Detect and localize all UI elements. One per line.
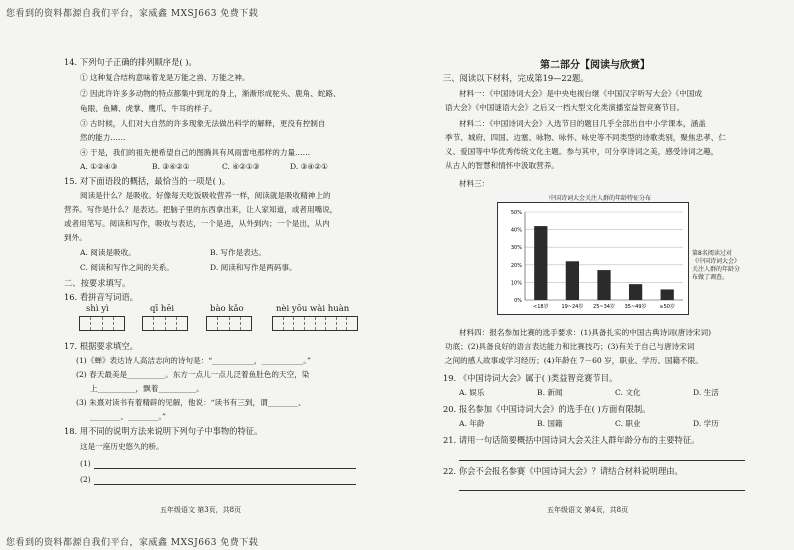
q19-option-a: A. 娱乐: [459, 388, 485, 397]
q20-stem: 20. 报名参加《中国诗词大会》的选手在( )方面有限制。: [443, 404, 651, 414]
chart-title-label: 中国诗词大会关注人群的年龄特征分布: [549, 195, 652, 202]
y-tick-label: 10%: [510, 280, 522, 287]
chart-bar: [566, 261, 579, 300]
y-tick-label: 20%: [510, 262, 522, 269]
writing-grid-2[interactable]: [142, 316, 188, 331]
q14-item-2: ② 因此许许多多动物的特点都集中到龙的身上，渐渐形成驼头、鹿角、蛇路、: [80, 89, 341, 98]
side-note-line-2: 《中国诗词大会》: [692, 258, 741, 265]
material-2-line-1: 材料二：《中国诗词大会》入选节目的题目几乎全部出自中小学课本，涵盖: [459, 119, 706, 128]
q14-stem: 14. 下列句子正确的排列顺序是( )。: [64, 57, 197, 67]
q20-option-a: A. 年龄: [459, 419, 485, 428]
q20-option-b: B. 国籍: [537, 419, 563, 428]
right-page-footer: 五年级语文 第4页，共8页: [547, 506, 629, 514]
q18-blank-2-label: (2): [80, 475, 91, 484]
q22-answer-line[interactable]: [459, 490, 745, 491]
q17-line-5: ________、________。”: [90, 412, 167, 421]
pinyin-1: shì yì: [86, 304, 109, 314]
q21-answer-line[interactable]: [459, 460, 745, 461]
chart-bar: [597, 270, 610, 300]
q16-stem: 16. 看拼音写词语。: [64, 292, 138, 302]
q17-line-4: (3) 朱熹对读书有着精辟的见解，他说：“读书有三到，谓________、: [76, 398, 306, 407]
chart-side-note: [692, 250, 740, 282]
q17-line-3: 上__________，飘着__________。: [90, 384, 204, 393]
material-3-label: 材料三：: [459, 179, 490, 188]
material-1-line-2: 语大会》《中国谜语大会》之后又一档大型文化类演播室益智竞赛节目。: [445, 103, 685, 112]
q17-stem: 17. 根据要求填空。: [64, 341, 138, 351]
left-page-footer: 五年级语文 第3页，共8页: [160, 506, 242, 514]
material-4-line-3: 之间的感人故事或学习经历；(4)年龄在 7－60 岁，职业、学历、国籍不限。: [445, 356, 703, 365]
q14-item-3b: 然的能力……: [80, 133, 126, 142]
x-tick-label: 35~49岁: [624, 304, 647, 310]
q18-answer-line-2[interactable]: [94, 484, 356, 485]
q19-option-b: B. 新闻: [537, 388, 563, 397]
q14-item-1: ① 这种复合结构意味着龙是万能之兽、万能之神。: [80, 73, 250, 82]
q19-option-c: C. 文化: [615, 388, 641, 397]
q20-option-d: D. 学历: [693, 419, 719, 428]
side-note-line-1: 第8名阅读过对: [692, 250, 732, 257]
q20-option-c: C. 职业: [615, 419, 641, 428]
q19-stem: 19. 《中国诗词大会》属于( )类益智竞赛节目。: [443, 373, 618, 383]
chart-bar: [534, 226, 547, 300]
q17-line-1: (1)《蝉》表达诗人高洁志向的诗句是：“___________，___________。”: [76, 356, 311, 365]
writing-grid-4[interactable]: [272, 316, 358, 331]
q15-line-3: 或者用笔写。阅读和写作，吸收与表达，一个是进，从外到内；一个是出，从内: [64, 219, 330, 228]
section-3-heading: 三、阅读以下材料，完成第19—22题。: [443, 73, 589, 83]
q15-option-d: D. 阅读和写作是两码事。: [210, 263, 297, 272]
q14-option-b: B. ③④②①: [152, 162, 190, 171]
material-2-line-4: 从古人的智慧和情怀中汲取营养。: [445, 161, 559, 170]
q15-option-a: A. 阅读是吸收。: [80, 248, 136, 257]
q14-option-a: A. ①②④③: [80, 162, 118, 171]
age-distribution-chart: [497, 202, 689, 315]
x-tick-label: 25~34岁: [593, 304, 615, 310]
q14-option-d: D. ③④②①: [290, 162, 328, 171]
bottom-watermark: 您看到的资料都源自我们平台，家威鑫 MXSJ663 免费下载: [6, 538, 259, 548]
x-tick-label: <18岁: [533, 304, 549, 310]
q15-stem: 15. 对下面语段的概括，最恰当的一项是( )。: [64, 176, 230, 186]
material-2-line-3: 义、爱国等中华优秀传统文化主题。参与其中，可分享诗词之美，感受诗词之趣，: [445, 147, 719, 156]
q22-stem: 22. 你会不会报名参赛《中国诗词大会》？请结合材料说明理由。: [443, 466, 683, 476]
x-tick-label: ≥50岁: [659, 304, 675, 310]
chart-frame: [498, 203, 689, 315]
material-4-line-2: 功底；(2)具备良好的语言表达能力和比赛技巧；(3)有关于自己与唐诗宋词: [445, 342, 695, 351]
q15-line-1: 阅读是什么？是吸收。好像每天吃饭吸收营养一样，阅读就是吸收精神上的: [80, 191, 331, 200]
chart-bar: [661, 289, 674, 300]
q14-item-3: ③ 古时候，人们对大自然的许多现象无法做出科学的解释，更没有控制自: [80, 119, 326, 128]
pinyin-2: qī hēi: [150, 304, 175, 314]
material-4-line-1: 材料四：报名参加比赛的选手要求：(1)具备扎实的中国古典诗词(唐诗宋词): [459, 328, 712, 337]
part-2-title: 第二部分【阅读与欣赏】: [540, 60, 650, 71]
q18-sentence: 这是一座历史悠久的桥。: [80, 442, 164, 451]
pinyin-3: bào kǎo: [210, 304, 244, 314]
q17-line-2: (2) 春天最美是__________。东方一点儿一点儿泛着鱼肚色的天空，染: [76, 370, 310, 379]
q19-option-d: D. 生活: [693, 388, 719, 397]
material-1-line-1: 材料一：《中国诗词大会》是中央电视台继《中国汉字听写大会》《中国成: [459, 89, 702, 98]
q21-stem: 21. 请用一句话简要概括中国诗词大会关注人群年龄分布的主要特征。: [443, 435, 700, 445]
writing-grid-3[interactable]: [206, 316, 252, 331]
q15-option-c: C. 阅读和写作之间的关系。: [80, 263, 174, 272]
y-tick-label: 40%: [510, 227, 522, 234]
section-2-heading: 二、按要求填写。: [64, 278, 131, 288]
side-note-line-3: 关注人群的年龄分: [692, 266, 741, 273]
chart-bar: [629, 284, 642, 300]
q18-answer-line-1[interactable]: [94, 468, 356, 469]
writing-grid-1[interactable]: [79, 316, 125, 331]
material-2-line-2: 季节、城府、四国、边塞、咏物、咏怀、咏史等不同类型的诗歌类别，聚焦忠孝、仁: [445, 133, 726, 142]
q15-option-b: B. 写作是表达。: [210, 248, 266, 257]
q15-line-4: 到外。: [64, 233, 87, 242]
y-tick-label: 50%: [510, 210, 522, 216]
q15-line-2: 营养。写作是什么？是表达。把脑子里的东西拿出来，让人家知道，或者用嘴说，: [64, 205, 338, 214]
side-note-line-4: 布做了调查。: [692, 274, 729, 281]
q14-item-4: ④ 于是，我们的祖先便希望自己的图腾具有风雨雷电那样的力量……: [80, 148, 311, 157]
y-tick-label: 30%: [510, 245, 522, 252]
q18-stem: 18. 用不同的说明方法来说明下列句子中事物的特征。: [64, 426, 263, 436]
top-watermark: 您看到的资料都源自我们平台，家威鑫 MXSJ663 免费下载: [6, 9, 259, 19]
q14-option-c: C. ④②①③: [222, 162, 260, 171]
q14-item-2b: 龟眼、鱼鳞、虎掌、鹰爪、牛耳的样子。: [80, 104, 217, 113]
y-tick-label: 0%: [514, 298, 522, 304]
q18-blank-1-label: (1): [80, 459, 91, 468]
pinyin-4: nèi yōu wài huàn: [276, 304, 350, 314]
x-tick-label: 19~24岁: [561, 304, 584, 310]
right-page: [397, 0, 794, 550]
